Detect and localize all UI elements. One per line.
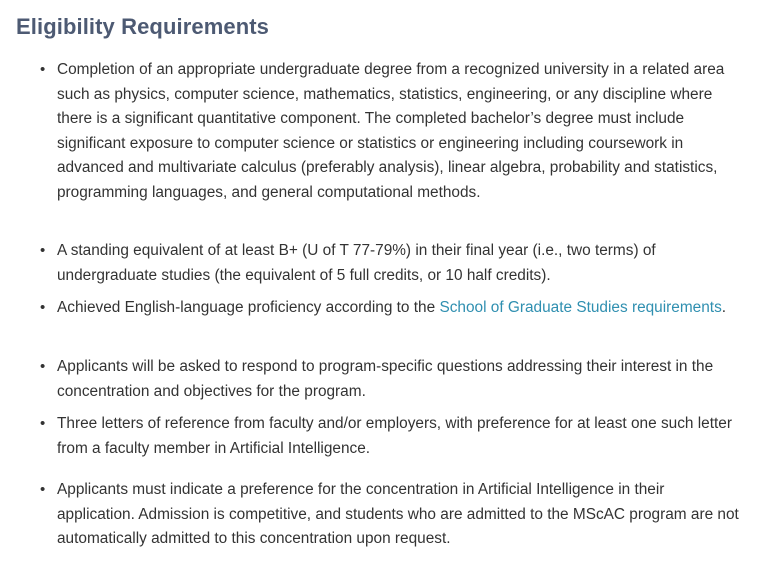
bullet-icon: • — [40, 61, 46, 78]
requirement-english-suffix: . — [721, 299, 727, 316]
sgs-requirements-link[interactable]: School of Graduate Studies requirements — [439, 299, 722, 316]
bullet-icon: • — [40, 242, 46, 259]
list-item — [40, 355, 740, 404]
list-item — [40, 296, 740, 321]
list-item — [40, 58, 740, 205]
requirement-references-text: Three letters of reference from faculty and/or employers, with preference for at least one such letter from a faculty member in Artificial Intelligence. — [57, 415, 732, 457]
section-title: Eligibility Requirements — [16, 14, 270, 39]
list-item — [40, 478, 740, 552]
requirement-preference-text: Applicants must indicate a preference for the concentration in Artificial Intelligence in their application. Admission is competitive, and students who are admitted to the MScAC program are not automatically admitted to this concentration upon request. — [57, 481, 739, 547]
bullet-icon: • — [40, 358, 46, 375]
requirement-english-prefix: Achieved English-language proficiency according to the — [57, 299, 440, 316]
requirement-questions-text: Applicants will be asked to respond to program-specific questions addressing their interest in the concentration and objectives for the program. — [57, 358, 714, 400]
requirement-standing-text: A standing equivalent of at least B+ (U of T 77-79%) in their final year (i.e., two terms) of undergraduate studies (the equivalent of 5 full credits, or 10 half credits). — [57, 242, 656, 284]
list-item — [40, 239, 740, 288]
requirement-english-text — [57, 296, 740, 321]
list-item — [40, 412, 740, 461]
bullet-icon: • — [40, 481, 46, 498]
requirement-degree-text: Completion of an appropriate undergraduate degree from a recognized university in a related area such as physics, computer science, mathematics, statistics, engineering, or any discipline where there is a significant quantitative component. The completed bachelor’s degree must include significant exposure to computer science or statistics or engineering including coursework in advanced and multivariate calculus (preferably analysis), linear algebra, probability and statistics, programming languages, and general computational methods. — [57, 61, 725, 201]
bullet-icon: • — [40, 415, 46, 432]
bullet-icon: • — [40, 299, 46, 316]
